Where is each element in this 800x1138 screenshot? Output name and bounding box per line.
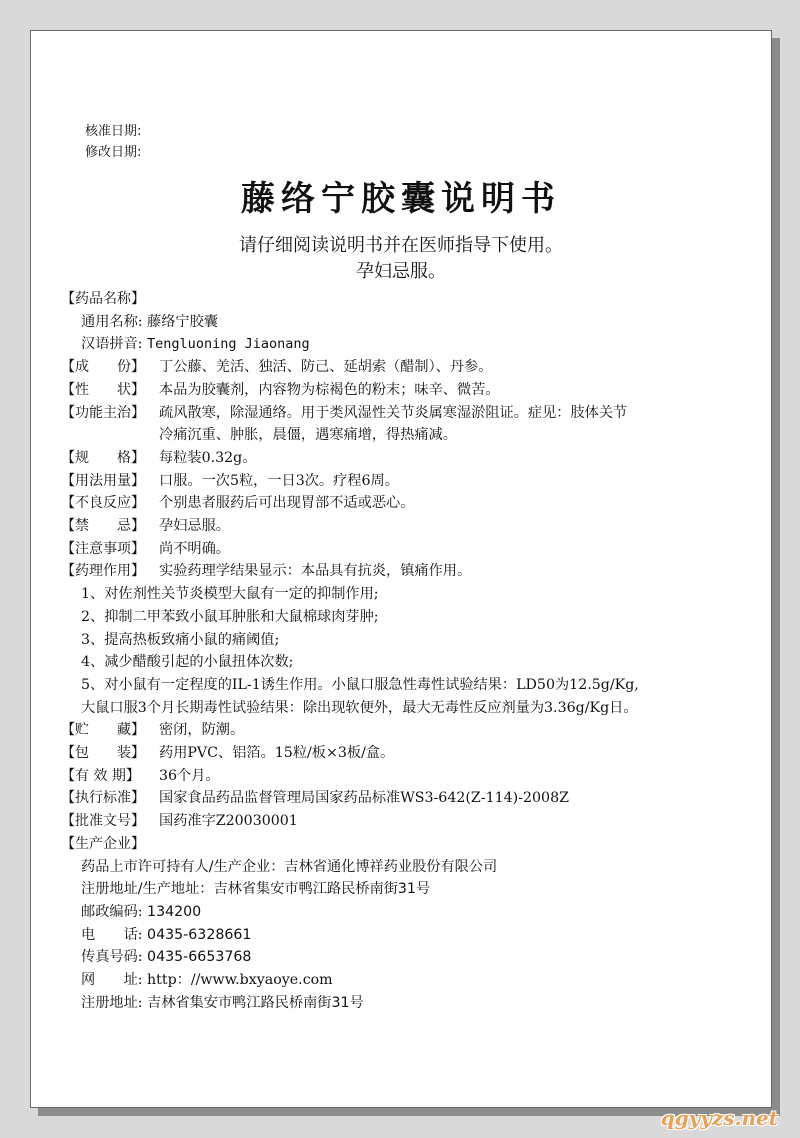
- generic-name-row: [61, 311, 761, 334]
- dosage-row: [61, 470, 761, 493]
- field-label: 注册地址:: [81, 994, 143, 1011]
- section-label: 【性 状】: [61, 381, 145, 398]
- standard-value: 国家食品药品监督管理局国家药品标准WS3-642(Z-114)-2008Z: [159, 790, 569, 807]
- package-value: 药用PVC、铝箔。15粒/板×3板/盒。: [159, 745, 395, 762]
- section-label: 【不良反应】: [61, 495, 145, 512]
- indications-line2: 冷痛沉重、肿胀，晨僵，遇寒痛增，得热痛减。: [159, 427, 457, 444]
- indications-row: [61, 402, 761, 425]
- pregnancy-warning: 孕妇忌服。: [356, 261, 446, 282]
- field-label: 汉语拼音:: [81, 336, 143, 353]
- postcode-value: 134200: [147, 903, 202, 920]
- approval-value: 国药准字Z20030001: [159, 813, 298, 830]
- package-row: [61, 742, 761, 765]
- section-label: 【贮 藏】: [61, 722, 145, 739]
- indications-cont: [61, 424, 761, 447]
- contraindications-value: 孕妇忌服。: [159, 518, 230, 535]
- storage-value: 密闭，防潮。: [159, 722, 245, 739]
- pharmacology-item: 4、减少醋酸引起的小鼠扭体次数;: [81, 654, 294, 671]
- adverse-row: [61, 492, 761, 515]
- address-row: [61, 992, 761, 1015]
- adverse-value: 个别患者服药后可出现胃部不适或恶心。: [159, 495, 415, 512]
- pharmacology-item: 2、抑制二甲苯致小鼠耳肿胀和大鼠棉球肉芽肿;: [81, 608, 379, 625]
- pinyin-value: Tengluoning Jiaonang: [147, 336, 310, 353]
- field-label: 传真号码:: [81, 949, 143, 966]
- field-label: 邮政编码:: [81, 903, 143, 920]
- fax-row: [61, 946, 761, 969]
- specification-value: 每粒装0.32g。: [159, 449, 257, 466]
- dosage-value: 口服。一次5粒，一日3次。疗程6周。: [159, 472, 399, 489]
- section-label: 【禁 忌】: [61, 518, 145, 535]
- composition-value: 丁公藤、羌活、独活、防己、延胡索（醋制）、丹参。: [159, 359, 493, 376]
- date-block: [85, 121, 141, 163]
- section-label: 【注意事项】: [61, 540, 145, 557]
- pharmacology-item-cont: 大鼠口服3个月长期毒性试验结果：除出现软便外，最大无毒性反应剂量为3.36g/Kg日。: [81, 699, 638, 716]
- phone-row: [61, 924, 761, 947]
- section-label: 【执行标准】: [61, 790, 145, 807]
- section-label: 【规 格】: [61, 449, 145, 466]
- approval-row: [61, 810, 761, 833]
- holder-row: 药品上市许可持有人/生产企业：吉林省通化博祥药业股份有限公司: [81, 858, 498, 875]
- section-drug-name: [61, 288, 761, 311]
- field-label: 网 址:: [81, 972, 143, 989]
- pharmacology-intro: 实验药理学结果显示：本品具有抗炎，镇痛作用。: [159, 563, 472, 580]
- section-label: 【功能主治】: [61, 404, 145, 421]
- website-row: [61, 969, 761, 992]
- instruction-body: [61, 288, 761, 1015]
- field-label: 电 话:: [81, 926, 143, 943]
- approval-date: 核准日期:: [85, 124, 142, 139]
- description-value: 本品为胶囊剂，内容物为棕褐色的粉末；味辛、微苦。: [159, 381, 500, 398]
- section-label: 【包 装】: [61, 745, 145, 762]
- section-label: 【成 份】: [61, 359, 145, 376]
- document-title: 藤络宁胶囊说明书: [241, 179, 561, 219]
- composition-row: [61, 356, 761, 379]
- usage-notice: 请仔细阅读说明书并在医师指导下使用。: [239, 235, 563, 256]
- address-value: 吉林省集安市鸭江路民桥南街31号: [147, 994, 364, 1011]
- section-label: 【药品名称】: [61, 291, 145, 307]
- instruction-sheet: [30, 30, 772, 1108]
- site-watermark: qgyyzs.net: [660, 1106, 778, 1130]
- section-label: 【用法用量】: [61, 472, 145, 489]
- generic-name-value: 藤络宁胶囊: [147, 313, 218, 330]
- postcode-row: [61, 901, 761, 924]
- storage-row: [61, 719, 761, 742]
- revision-date: 修改日期:: [85, 145, 142, 160]
- specification-row: [61, 447, 761, 470]
- pinyin-row: [61, 333, 761, 356]
- manufacturer-row: [61, 833, 761, 856]
- validity-value: 36个月。: [159, 767, 220, 784]
- section-label: 【有 效 期】: [61, 767, 140, 784]
- phone-value: 0435-6328661: [147, 926, 252, 943]
- website-value: http：//www.bxyaoye.com: [147, 972, 333, 989]
- pharmacology-item: 5、对小鼠有一定程度的IL-1诱生作用。小鼠口服急性毒性试验结果：LD50为12.5g/Kg,: [81, 676, 639, 693]
- pharmacology-item: 1、对佐剂性关节炎模型大鼠有一定的抑制作用;: [81, 586, 379, 603]
- precautions-row: [61, 538, 761, 561]
- indications-line1: 疏风散寒，除湿通络。用于类风湿性关节炎属寒湿淤阻证。症见：肢体关节: [159, 404, 628, 421]
- section-label: 【药理作用】: [61, 563, 145, 580]
- pharmacology-item: 3、提高热板致痛小鼠的痛阈值;: [81, 631, 280, 648]
- contraindications-row: [61, 515, 761, 538]
- pharmacology-row: [61, 560, 761, 583]
- validity-row: [61, 765, 761, 788]
- field-label: 通用名称:: [81, 313, 143, 330]
- section-label: 【生产企业】: [61, 835, 145, 852]
- precautions-value: 尚不明确。: [159, 540, 230, 557]
- section-label: 【批准文号】: [61, 813, 145, 830]
- reg-address-row: 注册地址/生产地址：吉林省集安市鸭江路民桥南街31号: [81, 881, 431, 898]
- fax-value: 0435-6653768: [147, 949, 252, 966]
- description-row: [61, 379, 761, 402]
- standard-row: [61, 787, 761, 810]
